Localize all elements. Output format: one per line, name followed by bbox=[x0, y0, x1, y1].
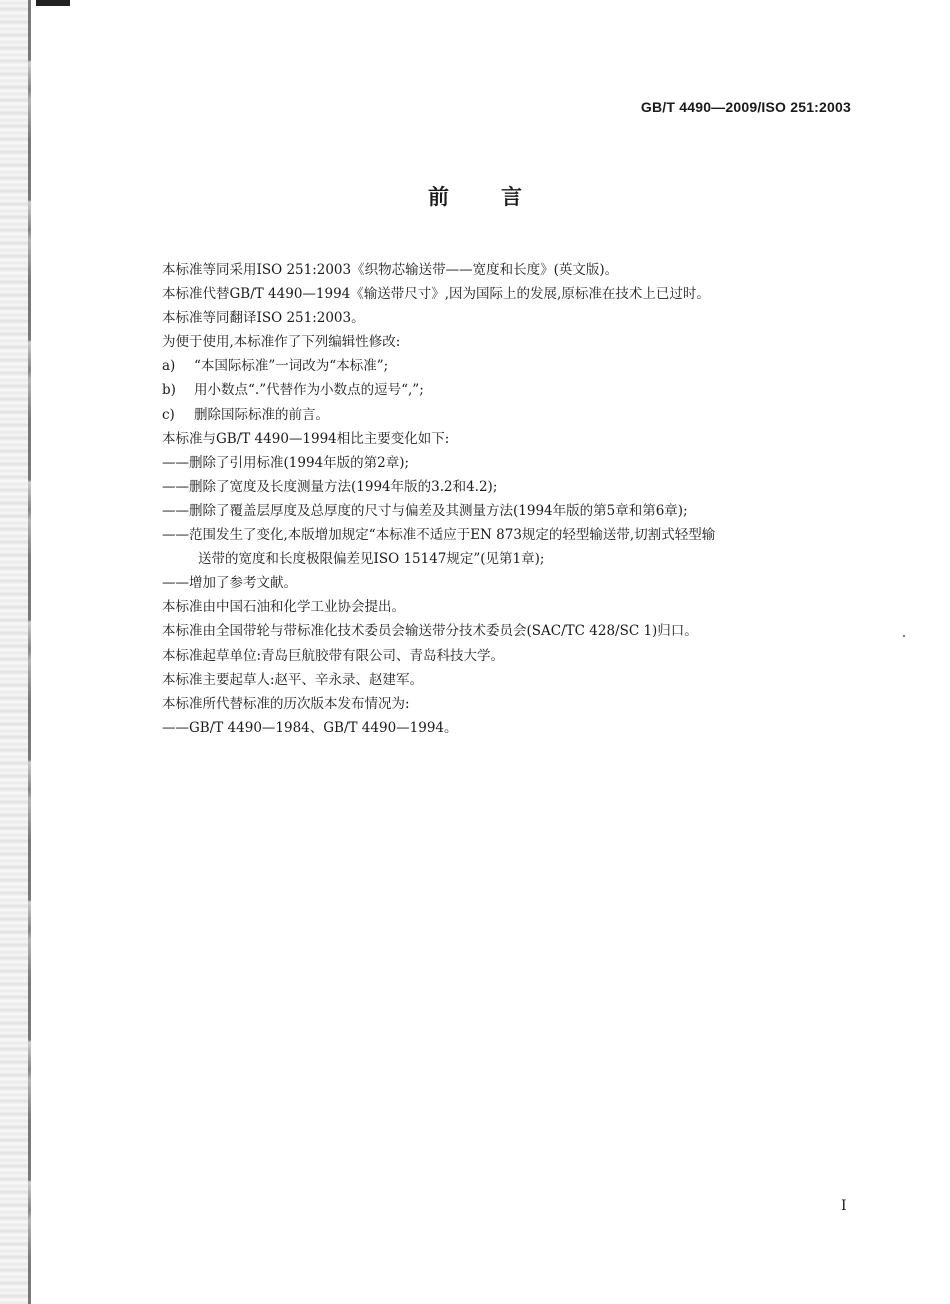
edit-item-text: “本国际标准”一词改为“本标准”; bbox=[194, 358, 389, 375]
foreword-body bbox=[162, 258, 862, 740]
closing-line: 本标准所代替标准的历次版本发布情况为: bbox=[162, 695, 410, 712]
scan-speck bbox=[903, 635, 905, 637]
change-item: ——删除了引用标准(1994年版的第2章); bbox=[162, 454, 410, 471]
changes-intro: 本标准与GB/T 4490—1994相比主要变化如下: bbox=[162, 430, 450, 447]
edit-item bbox=[162, 354, 862, 378]
edit-item-text: 用小数点“.”代替作为小数点的逗号“,”; bbox=[194, 382, 424, 399]
closing-line: ——GB/T 4490—1984、GB/T 4490—1994。 bbox=[162, 719, 458, 736]
edit-item bbox=[162, 378, 862, 402]
closing-line: 本标准主要起草人:赵平、辛永录、赵建军。 bbox=[162, 671, 424, 688]
edit-item-text: 删除国际标准的前言。 bbox=[194, 406, 329, 423]
closing-line: 本标准由全国带轮与带标准化技术委员会输送带分技术委员会(SAC/TC 428/SC 1)归口。 bbox=[162, 623, 698, 640]
scan-corner-mark bbox=[36, 0, 70, 6]
edit-item-label: c) bbox=[162, 406, 175, 423]
page-title: 前言 bbox=[428, 185, 574, 209]
edit-item-label: b) bbox=[162, 382, 176, 399]
closing-line: 本标准由中国石油和化学工业协会提出。 bbox=[162, 599, 405, 616]
change-item: ——删除了覆盖层厚度及总厚度的尺寸与偏差及其测量方法(1994年版的第5章和第6章); bbox=[162, 502, 688, 519]
standard-code-header: GB/T 4490—2009/ISO 251:2003 bbox=[640, 99, 851, 115]
closing-line: 本标准起草单位:青岛巨航胶带有限公司、青岛科技大学。 bbox=[162, 647, 505, 664]
change-item: ——范围发生了变化,本版增加规定“本标准不适应于EN 873规定的轻型输送带,切割式轻型输 bbox=[162, 527, 716, 544]
change-item: ——增加了参考文献。 bbox=[162, 575, 297, 592]
foreword-line: 本标准代替GB/T 4490—1994《输送带尺寸》,因为国际上的发展,原标准在技术上已过时。 bbox=[162, 286, 710, 303]
page-number: I bbox=[841, 1198, 847, 1214]
change-item-continued: 送带的宽度和长度极限偏差见ISO 15147规定”(见第1章); bbox=[198, 551, 545, 568]
foreword-line: 本标准等同翻译ISO 251:2003。 bbox=[162, 310, 365, 327]
foreword-line: 为便于使用,本标准作了下列编辑性修改: bbox=[162, 334, 401, 351]
change-item: ——删除了宽度及长度测量方法(1994年版的3.2和4.2); bbox=[162, 478, 498, 495]
foreword-line: 本标准等同采用ISO 251:2003《织物芯输送带——宽度和长度》(英文版)。 bbox=[162, 262, 619, 278]
edit-item-label: a) bbox=[162, 358, 176, 375]
edit-item bbox=[162, 403, 862, 427]
